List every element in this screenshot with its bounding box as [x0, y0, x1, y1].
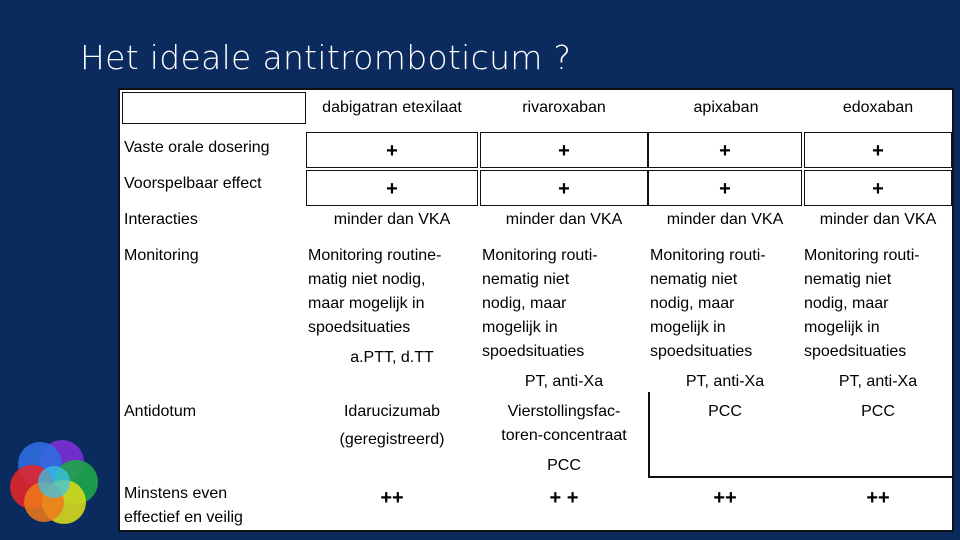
monitoring-line: Monitoring routi- — [482, 247, 598, 264]
monitoring-line: nematig niet — [482, 271, 570, 288]
monitoring-line: Monitoring routi- — [804, 247, 920, 264]
efficacy-value-rivaroxaban: + + — [549, 487, 579, 509]
monitoring-line: spoedsituaties — [650, 343, 753, 360]
antidote-line: Idarucizumab — [343, 403, 441, 420]
column-header-rivaroxaban: rivaroxaban — [522, 99, 606, 116]
monitoring-test-rivaroxaban: PT, anti-Xa — [524, 373, 604, 390]
monitoring-value-edoxaban — [804, 244, 952, 364]
antidote-extra-rivaroxaban: PCC — [547, 457, 581, 474]
antidote-value-edoxaban: PCC — [861, 403, 895, 420]
monitoring-line: spoedsituaties — [804, 343, 907, 360]
antidote-line: (geregistreerd) — [339, 431, 445, 448]
column-header-edoxaban: edoxaban — [842, 99, 914, 116]
comparison-table — [118, 88, 954, 532]
monitoring-line: nodig, maar — [482, 295, 567, 312]
row-label-monitoring: Monitoring — [124, 247, 199, 264]
monitoring-line: nodig, maar — [650, 295, 735, 312]
monitoring-line: mogelijk in — [804, 319, 880, 336]
slide-title: Het ideale antitromboticum ? — [80, 38, 572, 77]
column-header-dabigatran: dabigatran etexilaat — [322, 99, 462, 116]
antidote-value-apixaban: PCC — [708, 403, 742, 420]
monitoring-line: nematig niet — [804, 271, 892, 288]
efficacy-label-line: effectief en veilig — [124, 509, 243, 526]
antidote-line: Vierstollingsfac- — [507, 403, 621, 420]
interactions-value-rivaroxaban: minder dan VKA — [505, 211, 623, 228]
monitoring-line: maar mogelijk in — [308, 295, 425, 312]
column-header-apixaban: apixaban — [693, 99, 759, 116]
effect-value-apixaban: + — [719, 178, 731, 200]
row-label-dosing: Vaste orale dosering — [124, 139, 270, 156]
colored-circles-logo-icon — [4, 432, 104, 532]
effect-value-rivaroxaban: + — [558, 178, 570, 200]
efficacy-value-dabigatran: ++ — [380, 487, 404, 509]
row-label-efficacy — [124, 482, 243, 530]
monitoring-value-rivaroxaban — [482, 244, 650, 364]
monitoring-test-edoxaban: PT, anti-Xa — [838, 373, 918, 390]
monitoring-line: Monitoring routi- — [650, 247, 766, 264]
antidote-value-dabigatran — [306, 400, 478, 452]
monitoring-value-dabigatran — [308, 244, 480, 340]
dosing-value-dabigatran: + — [386, 140, 398, 162]
table-rule — [648, 476, 954, 478]
effect-value-dabigatran: + — [386, 178, 398, 200]
antidote-line: toren-concentraat — [501, 427, 627, 444]
monitoring-test-apixaban: PT, anti-Xa — [685, 373, 765, 390]
efficacy-label-line: Minstens even — [124, 485, 228, 502]
header-empty-cell — [122, 92, 306, 124]
row-label-effect: Voorspelbaar effect — [124, 175, 262, 192]
monitoring-line: matig niet nodig, — [308, 271, 426, 288]
table-rule — [648, 392, 650, 478]
monitoring-line: nodig, maar — [804, 295, 889, 312]
interactions-value-apixaban: minder dan VKA — [666, 211, 784, 228]
monitoring-line: spoedsituaties — [308, 319, 411, 336]
monitoring-test-dabigatran: a.PTT, d.TT — [350, 349, 434, 366]
monitoring-line: Monitoring routine- — [308, 247, 442, 264]
antidote-value-rivaroxaban — [480, 400, 648, 448]
dosing-value-apixaban: + — [719, 140, 731, 162]
dosing-value-edoxaban: + — [872, 140, 884, 162]
row-label-interactions: Interacties — [124, 211, 198, 228]
monitoring-line: spoedsituaties — [482, 343, 585, 360]
monitoring-value-apixaban — [650, 244, 804, 364]
interactions-value-dabigatran: minder dan VKA — [333, 211, 451, 228]
monitoring-line: mogelijk in — [482, 319, 558, 336]
row-label-antidote: Antidotum — [124, 403, 197, 420]
efficacy-value-edoxaban: ++ — [866, 487, 890, 509]
effect-value-edoxaban: + — [872, 178, 884, 200]
efficacy-value-apixaban: ++ — [713, 487, 737, 509]
dosing-value-rivaroxaban: + — [558, 140, 570, 162]
monitoring-line: mogelijk in — [650, 319, 726, 336]
monitoring-line: nematig niet — [650, 271, 738, 288]
interactions-value-edoxaban: minder dan VKA — [819, 211, 937, 228]
